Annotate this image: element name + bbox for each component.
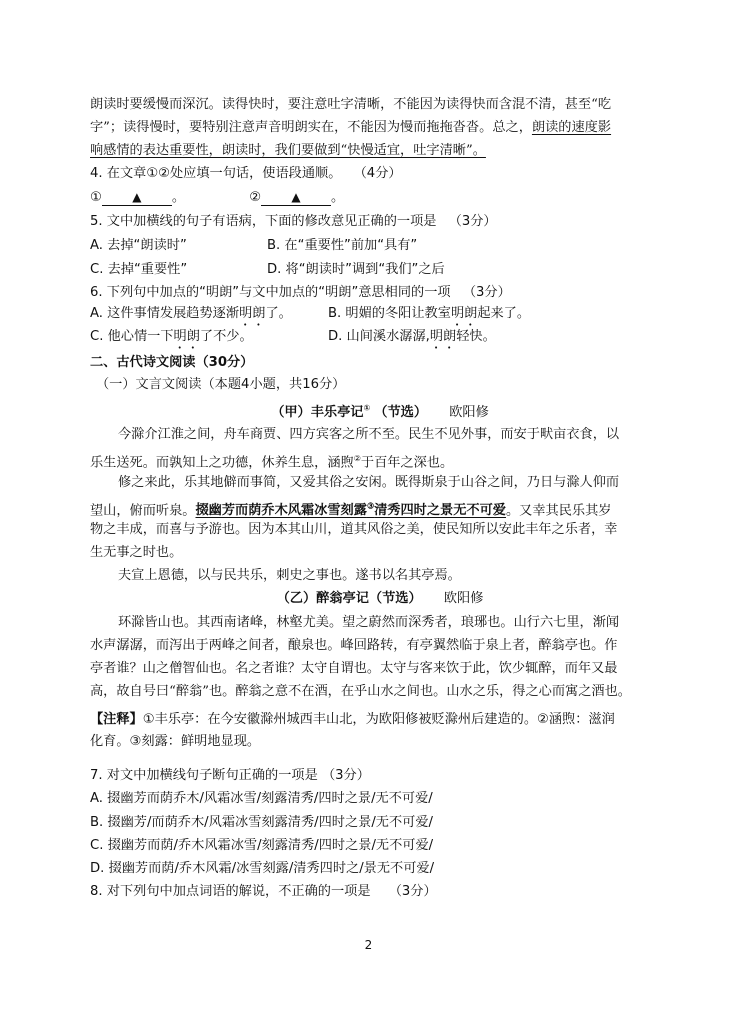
question-6-stem: 6. 下列句中加点的“明朗”与文中加点的“明朗”意思相同的一项 — [90, 285, 451, 300]
question-4-stem: 4. 在文章①②处应填一句话，使语段通顺。 — [90, 166, 342, 181]
text-b-author: 欧阳修 — [443, 591, 484, 606]
text-b-line: 环滁皆山也。其西南诸峰，林壑尤美。望之蔚然而深秀者，琅琊也。山行六七里，渐闻 — [118, 615, 620, 630]
option-b[interactable]: B. 掇幽芳/而荫乔木/风霜冰雪刻露清秀/四时之景/无不可爱/ — [90, 815, 433, 830]
text-b-line: 亭者谁？山之僧智仙也。名之者谁？太守自谓也。太守与客来饮于此，饮少辄醉，而年又最 — [90, 661, 618, 676]
text-a-line: 修之来此，乐其地僻而事简，又爱其俗之安闲。既得斯泉于山谷之间，乃日与滁人仰而 — [118, 475, 620, 490]
question-6-options-cd — [90, 328, 670, 352]
passage-text: 字”；读得慢时，要特别注意声音明朗实在，不能因为慢而拖拖沓沓。总之， — [90, 120, 532, 135]
underlined-sentence: 响感情的表达重要性，朗读时，我们要做到“快慢适宜，吐字清晰”。 — [90, 143, 486, 158]
question-5 — [90, 213, 670, 231]
option-c[interactable]: C. 他心情一下明朗了不少。 — [90, 329, 253, 344]
passage-line — [90, 119, 670, 137]
text-b-line: 高，故自号曰“醉翁”也。醉翁之意不在酒，在乎山水之间也。山水之乐，得之心而寓之酒也。 — [90, 684, 631, 699]
passage-line — [90, 142, 670, 160]
option-d[interactable]: D. 将“朗读时”调到“我们”之后 — [267, 262, 445, 277]
question-4-blanks — [90, 189, 670, 207]
triangle-marker-icon: ▲ — [291, 190, 301, 204]
option-d[interactable]: D. 掇幽芳而荫/乔木风霜/冰雪刻露/清秀四时之/景无不可爱/ — [90, 861, 435, 876]
option-d[interactable]: D. 山间溪水潺潺,明朗轻快。 — [328, 329, 496, 344]
text-a-author: 欧阳修 — [449, 405, 489, 421]
option-b[interactable]: B. 在“重要性”前加“具有” — [267, 238, 418, 253]
underlined-sentence: 朗读的速度影 — [531, 120, 612, 135]
text-a-line: 乐生送死。而孰知上之功德，休养生息，涵煦②于百年之深也。 — [90, 454, 454, 471]
question-8 — [90, 883, 670, 901]
blank-2-end: 。 — [331, 190, 345, 205]
option-a[interactable]: A. 这件事情发展趋势逐渐明朗了。 — [90, 306, 292, 321]
question-5-options-cd — [90, 261, 670, 279]
text-a-line: 物之丰成，而喜与予游也。因为本其山川，道其风俗之美，使民知所以安此丰年之乐者，幸 — [90, 522, 618, 537]
text-a-line: 今滁介江淮之间，舟车商贾、四方宾客之所不至。民生不见外事，而安于畎亩衣食，以 — [118, 427, 620, 442]
notes-label: 【注释】 — [90, 712, 143, 727]
option-a[interactable]: A. 掇幽芳而荫乔木/风霜冰雪/刻露清秀/四时之景/无不可爱/ — [90, 791, 433, 806]
text-b-title-line — [90, 590, 670, 608]
question-4-score: （4分） — [353, 166, 402, 181]
question-5-stem: 5. 文中加横线的句子有语病，下面的修改意见正确的一项是 — [90, 214, 437, 229]
option-b[interactable]: B. 明媚的冬阳让教室明朗起来了。 — [328, 306, 531, 321]
section-heading: 二、古代诗文阅读（30分） — [90, 355, 254, 370]
blank-2-field[interactable] — [261, 190, 331, 206]
question-8-stem: 8. 对下列句中加点词语的解说，不正确的一项是 — [90, 884, 371, 899]
question-7-stem: 7. 对文中加横线句子断句正确的一项是 （3分） — [90, 768, 370, 783]
question-5-score: （3分） — [448, 214, 497, 229]
text-b-line: 水声潺潺，而泻出于两峰之间者，酿泉也。峰回路转，有亭翼然临于泉上者，醉翁亭也。作 — [90, 638, 618, 653]
question-4 — [90, 165, 670, 183]
text-a-line: 生无事之时也。 — [90, 545, 183, 560]
text-a-title: （甲）丰乐亭记① （节选） — [271, 404, 428, 421]
passage-line: 朗读时要缓慢而深沉。读得快时，要注意吐字清晰，不能因为读得快而含混不清，甚至“吃 — [90, 97, 612, 112]
question-6 — [90, 284, 670, 302]
notes-line: 【注释】①丰乐亭：在今安徽滁州城西丰山北，为欧阳修被贬滁州后建造的。②涵煦：滋润 — [90, 712, 615, 727]
option-c[interactable]: C. 去掉“重要性” — [90, 262, 188, 277]
option-a[interactable]: A. 去掉“朗读时” — [90, 238, 187, 253]
blank-1-label: ① — [90, 190, 102, 205]
subsection-heading: （一）文言文阅读（本题4小题，共16分） — [96, 377, 346, 392]
blank-1-field[interactable] — [102, 190, 172, 206]
blank-1-end: 。 — [171, 190, 186, 205]
question-6-options-ab — [90, 305, 670, 329]
text-a-line: 夫宣上恩德，以与民共乐，刺史之事也。遂书以名其亭焉。 — [118, 568, 461, 583]
underlined-sentence: 掇幽芳而荫乔木风霜冰雪刻露③清秀四时之景无不可爱 — [195, 501, 506, 519]
question-8-score: （3分） — [388, 884, 437, 899]
page-number: 2 — [364, 938, 373, 952]
triangle-marker-icon: ▲ — [132, 190, 142, 204]
blank-2-label: ② — [249, 190, 262, 205]
text-b-title: （乙）醉翁亭记（节选） — [276, 591, 422, 606]
question-6-score: （3分） — [462, 285, 511, 300]
notes-line: 化育。③刻露：鲜明地显现。 — [90, 734, 261, 749]
question-5-options-ab — [90, 237, 670, 255]
text-a-title-line — [90, 400, 670, 422]
option-c[interactable]: C. 掇幽芳而荫/乔木风霜冰雪/刻露清秀/四时之景/无不可爱/ — [90, 838, 434, 853]
text-a-line: 望山，俯而听泉。掇幽芳而荫乔木风霜冰雪刻露③清秀四时之景无不可爱。又幸其民乐其岁 — [90, 501, 612, 519]
